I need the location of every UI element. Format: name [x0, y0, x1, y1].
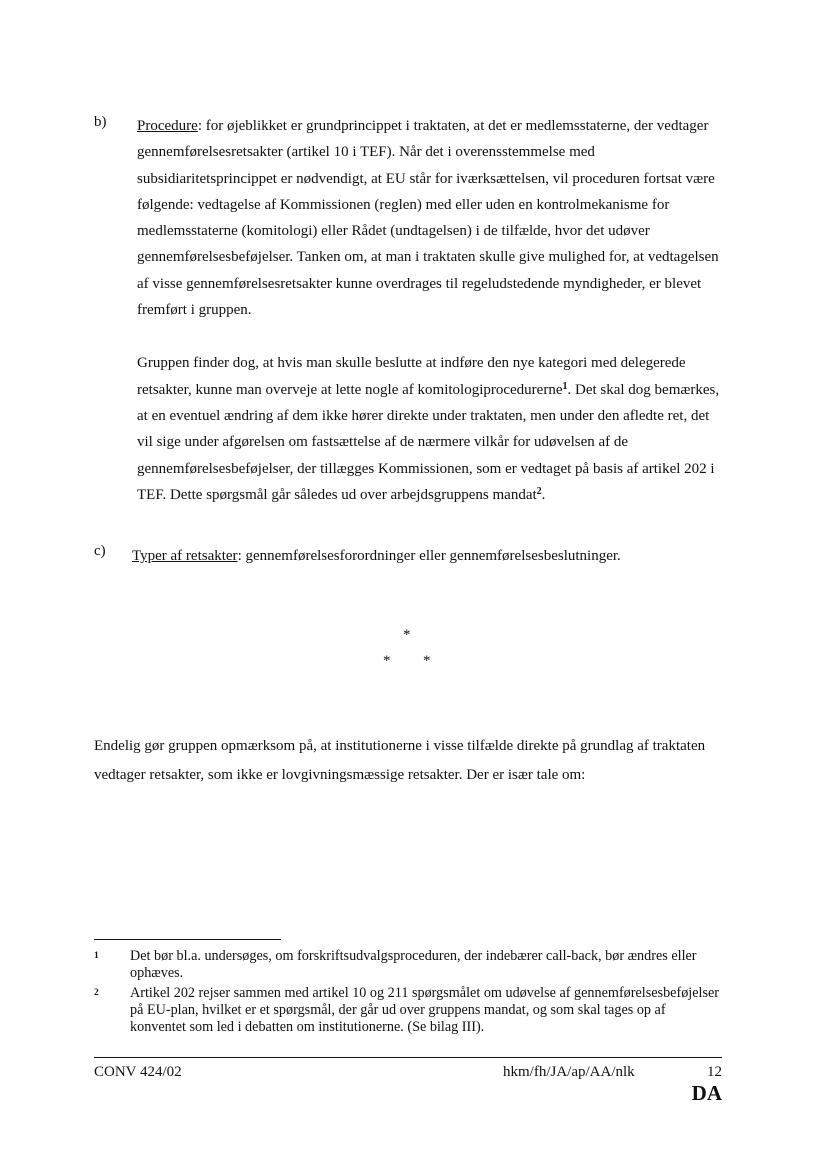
item-b-text: : for øjeblikket er grundprincippet i traktaten, at det er medlemsstaterne, der vedtager gennemførelsesretsakter (artikel 10 i TEF). Når det i overensstemmelse med subsidiaritetsprincippet er nødvendigt, at EU står for iværksættelsen, vil proceduren fortsat være følgende: vedtagelse af Kommissionen (reglen) med eller uden en kontrolmekanisme for medlemsstaterne (komitologi) eller Rådet (undtagelsen) i de tilfælde, hvor det udøver gennemførelsesbeføjelser. Tanken om, at man i traktaten skulle give mulighed for, at vedtagelsen af visse gennemførelsesretsakter kunne overdrages til regeludstedende myndigheder, er blevet fremført i gruppen. [137, 118, 719, 319]
footer-divider [94, 1057, 722, 1058]
footnote-ref-1[interactable]: 1 [562, 380, 568, 392]
item-b-paragraph-2 [137, 350, 722, 508]
separator-star-top: * [403, 627, 411, 643]
closing-paragraph: Endelig gør gruppen opmærksom på, at institutionerne i visse tilfælde direkte på grundlag af traktaten vedtager retsakter, som ikke er lovgivningsmæssige retsakter. Der er især tale om: [94, 738, 706, 783]
item-c-letter: c) [94, 543, 106, 559]
separator-star-left: * [383, 653, 391, 669]
footnote-1-number: 1 [94, 951, 99, 961]
item-c-text: : gennemførelsesforordninger eller gennemførelsesbeslutninger. [237, 548, 621, 564]
footnote-ref-2[interactable]: 2 [536, 485, 542, 497]
item-b-title: Procedure [137, 118, 198, 134]
item-b-para2-part-a: Gruppen finder dog, at hvis man skulle beslutte at indføre den nye kategori med delegerede retsakter, kunne man overveje at lette nogle af komitologiprocedurerne [137, 355, 686, 398]
footnote-2-number: 2 [94, 988, 99, 998]
item-c-body [132, 543, 732, 569]
footer-page-number: 12 [707, 1064, 722, 1080]
separator-star-right: * [423, 653, 431, 669]
item-b-body [137, 113, 722, 508]
footnote-1-text: Det bør bl.a. undersøges, om forskriftsudvalgsproceduren, der indebærer call-back, bør ændres eller ophæves. [130, 948, 697, 982]
item-b-paragraph-1 [137, 113, 722, 323]
footer-doc-ref: CONV 424/02 [94, 1064, 182, 1080]
item-c-title: Typer af retsakter [132, 548, 238, 564]
item-b-letter: b) [94, 114, 107, 130]
footnote-divider [94, 939, 281, 940]
footnote-2-text: Artikel 202 rejser sammen med artikel 10 og 211 spørgsmålet om udøvelse af gennemførelsesbeføjelser på EU-plan, hvilket er et spørgsmål, der går ud over gruppens mandat, og som skal tages op af konventet som led i debatten om institutionerne. (Se bilag III). [130, 985, 720, 1036]
footer-initials: hkm/fh/JA/ap/AA/nlk [503, 1064, 635, 1080]
footer-language-code: DA [691, 1081, 722, 1105]
item-b-para2-part-c: . [541, 486, 546, 503]
item-b-para2-part-b: . Det skal dog bemærkes, at en eventuel ændring af dem ikke hører direkte under traktaten, men under den afledte ret, det vil sige under afgørelsen om fastsættelse af de nærmere vilkår for udøvelsen af de gennemførelsesbeføjelser, der tillægges Kommissionen, som er vedtaget på basis af artikel 202 i TEF. Dette spørgsmål går således ud over arbejdsgruppens mandat [137, 381, 720, 503]
